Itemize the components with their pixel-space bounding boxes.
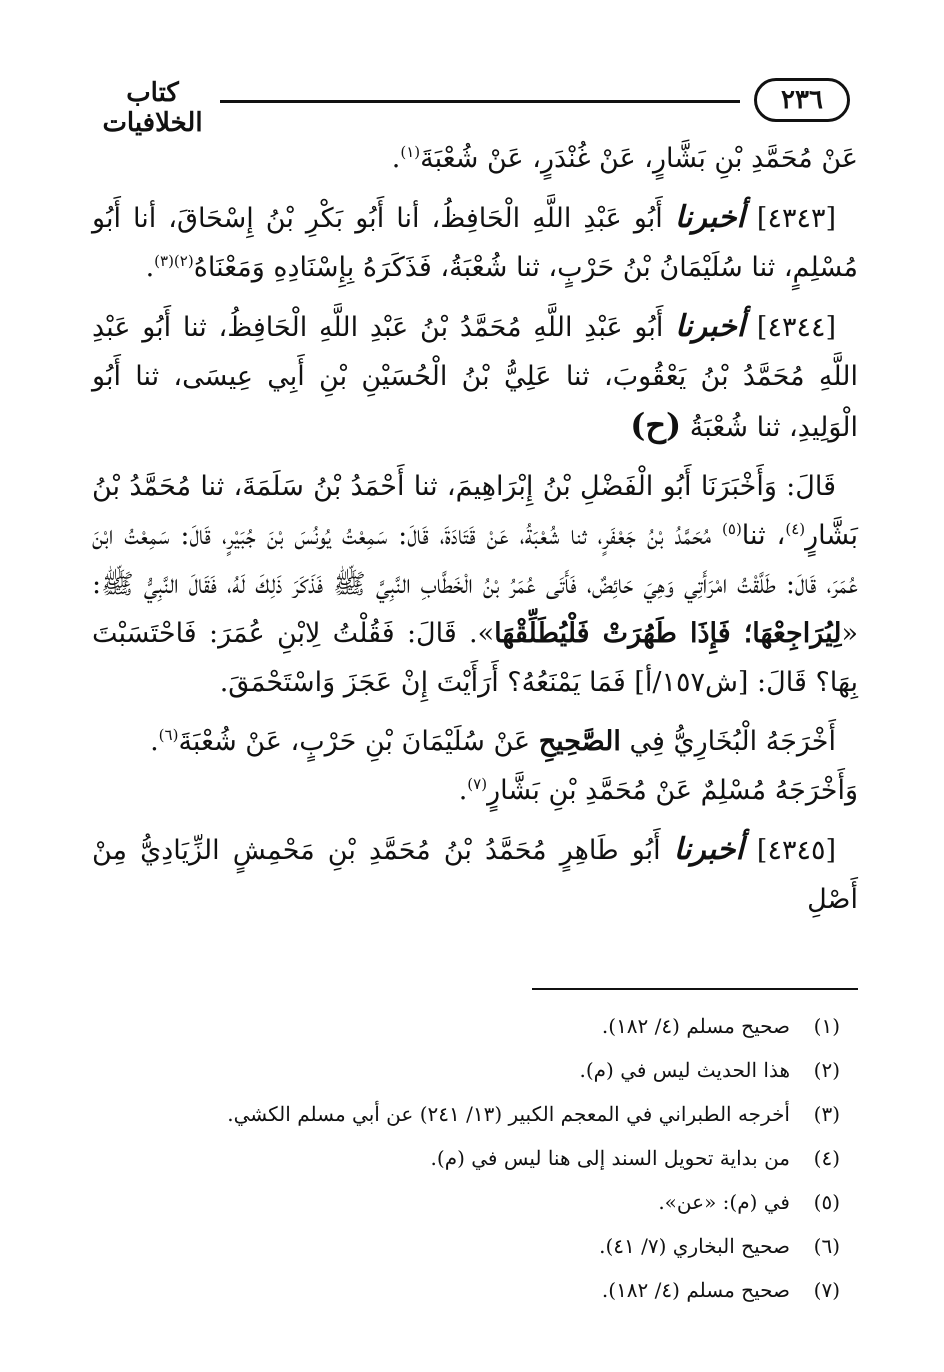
footnote-ref: (١): [400, 143, 421, 161]
hadith-lead: أخبرنا: [673, 832, 744, 867]
takhrij-bukhari: [92, 717, 858, 815]
page-header: [90, 72, 850, 138]
paragraph-continuation: [92, 134, 858, 183]
hadith-number: [٤٣٤٣]: [756, 203, 836, 234]
hadith-text: أَبُو طَاهِرٍ مُحَمَّدُ بْنُ مُحَمَّدِ بْنِ مَحْمِشٍ الزِّيَادِيُّ مِنْ أَصْلِ: [92, 835, 858, 915]
footnote-number: (١): [813, 1014, 840, 1038]
book-name: الصَّحِيحِ: [538, 726, 621, 757]
prophetic-quote: لِيُرَاجِعْهَا؛ فَإِذَا طَهُرَتْ فَلْيُطَلِّقْهَا: [494, 618, 842, 649]
page-number: ٢٣٦: [754, 78, 850, 122]
hadith-lead: أخبرنا: [675, 309, 746, 344]
header-rule: [220, 100, 740, 103]
footnote-number: (٦): [813, 1234, 840, 1258]
footnote-text: صحيح مسلم (٤/ ١٨٢).: [601, 1278, 790, 1302]
footnote-ref: (٥): [722, 520, 742, 538]
footnote-number: (٧): [813, 1278, 840, 1302]
hadith-number: [٤٣٤٤]: [756, 312, 836, 343]
text-segment: .: [150, 726, 159, 757]
hadith-4345: [92, 825, 858, 924]
text-segment: مُحَمَّدُ بْنُ جَعْفَرٍ، ثنا شُعْبَةُ، عَنْ قَتَادَةَ، قَالَ: سَمِعْتُ يُونُسَ بْنَ جُبَيْرٍ، قَالَ: سَمِعْتُ ابْنَ عُمَرَ، قَالَ: طَلَّقْتُ امْرَأَتِي وَهِيَ حَائِضٌ، فَأَتَى عُمَرُ بْنُ الْخَطَّابِ النَّبِيَّ ﷺ فَذَكَرَ ذَلِكَ لَهُ، فَقَالَ النَّبِيُّ ﷺ: «: [92, 520, 858, 649]
footnote-item: [120, 1268, 840, 1312]
footnote-item: [120, 1004, 840, 1048]
text-segment: عَنْ سُلَيْمَانَ بْنِ حَرْبٍ، عَنْ شُعْبَةَ: [178, 726, 539, 757]
footnote-separator: [532, 988, 858, 990]
footnotes: [120, 1004, 840, 1312]
footnote-item: [120, 1048, 840, 1092]
hadith-4344: [92, 302, 858, 452]
hadith-lead: أخبرنا: [674, 200, 745, 235]
hadith-4343: [92, 193, 858, 292]
footnote-ref: (٢)(٣): [154, 252, 194, 270]
footnote-item: [120, 1136, 840, 1180]
footnote-item: [120, 1092, 840, 1136]
footnote-ref: (٦): [158, 726, 179, 744]
footnote-number: (٢): [813, 1058, 840, 1082]
footnote-text: صحيح مسلم (٤/ ١٨٢).: [601, 1014, 790, 1038]
text-segment: أَخْرَجَهُ الْبُخَارِيُّ فِي: [620, 726, 836, 757]
book-title: كتاب الخلافيات: [102, 78, 203, 138]
hadith-4344-continuation: [92, 462, 858, 707]
footnote-text: من بداية تحويل السند إلى هنا ليس في (م).: [430, 1146, 790, 1170]
text-segment: قَالَ: وَأَخْبَرَنَا أَبُو الْفَضْلِ بْنُ إِبْرَاهِيمَ، ثنا أَحْمَدُ بْنُ سَلَمَةَ، ثنا مُحَمَّدُ بْنُ بَشَّارٍ: [92, 471, 859, 551]
footnote-ref: (٧): [467, 775, 488, 793]
footnote-number: (٣): [813, 1102, 840, 1126]
text-segment: ». قَالَ: فَقُلْتُ لِابْنِ عُمَرَ: فَاحْتَسَبْتَ بِهَا؟ قَالَ: [ش١٥٧/أ] فَمَا يَمْنَعُهُ؟ أَرَأَيْتَ إِنْ عَجَزَ وَاسْتَحْمَقَ.: [92, 618, 858, 698]
footnote-text: في (م): «عن».: [658, 1190, 790, 1214]
text-segment: ، ثنا: [741, 520, 786, 551]
main-text: [92, 134, 858, 934]
footnote-text: أخرجه الطبراني في المعجم الكبير (١٣/ ٢٤١) عن أبي مسلم الكشي.: [227, 1102, 790, 1126]
footnote-ref: (٤): [785, 520, 806, 538]
text-segment: .: [145, 252, 155, 283]
hadith-number: [٤٣٤٥]: [756, 835, 837, 866]
footnote-number: (٥): [813, 1190, 840, 1214]
footnote-number: (٤): [813, 1146, 840, 1170]
hadith-text: أَبُو عَبْدِ اللَّهِ مُحَمَّدُ بْنُ عَبْدِ اللَّهِ الْحَافِظُ، ثنا أَبُو عَبْدِ اللَّهِ مُحَمَّدُ بْنُ يَعْقُوبَ، ثنا عَلِيُّ بْنُ الْحُسَيْنِ بْنِ أَبِي عِيسَى، ثنا أَبُو الْوَلِيدِ، ثنا شُعْبَةُ: [92, 312, 858, 443]
text-segment: .: [458, 775, 468, 806]
hadith-text: أَبُو عَبْدِ اللَّهِ الْحَافِظُ، أنا أَبُو بَكْرِ بْنُ إِسْحَاقَ، أنا أَبُو مُسْلِمٍ، ثنا سُلَيْمَانُ بْنُ حَرْبٍ، ثنا شُعْبَةُ، فَذَكَرَهُ بِإِسْنَادِهِ وَمَعْنَاهُ: [92, 203, 858, 283]
text-segment: وَأَخْرَجَهُ مُسْلِمٌ عَنْ مُحَمَّدِ بْنِ بَشَّارٍ: [487, 775, 858, 806]
footnote-item: [120, 1180, 840, 1224]
tahwil-mark: (ح): [630, 406, 682, 444]
text-segment: .: [391, 143, 401, 174]
footnote-text: صحيح البخاري (٧/ ٤١).: [599, 1234, 790, 1258]
footnote-text: هذا الحديث ليس في (م).: [579, 1058, 790, 1082]
text-segment: عَنْ مُحَمَّدِ بْنِ بَشَّارٍ، عَنْ غُنْدَرٍ، عَنْ شُعْبَةَ: [420, 143, 858, 174]
footnote-item: [120, 1224, 840, 1268]
